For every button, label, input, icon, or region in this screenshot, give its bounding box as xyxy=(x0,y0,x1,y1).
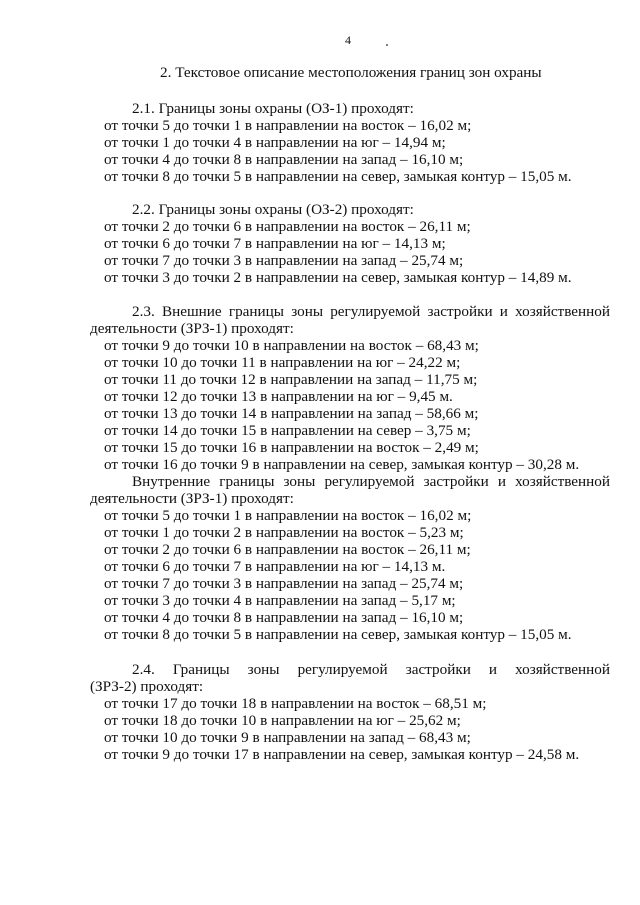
boundary-line: от точки 6 до точки 7 в направлении на юг – 14,13 м; xyxy=(104,235,446,252)
section-2-4 xyxy=(90,661,610,763)
section-2-2 xyxy=(104,201,610,286)
boundary-line: от точки 12 до точки 13 в направлении на юг – 9,45 м. xyxy=(104,388,453,405)
section-2-2-title: 2.2. Границы зоны охраны (ОЗ-2) проходят: xyxy=(132,201,414,218)
boundary-line: от точки 16 до точки 9 в направлении на север, замыкая контур – 30,28 м. xyxy=(104,456,580,473)
boundary-line: от точки 2 до точки 6 в направлении на восток – 26,11 м; xyxy=(104,541,471,558)
section-2-3-title: 2.3. Внешние границы зоны регулируемой застройки и хозяйственной xyxy=(132,303,610,320)
section-2-3-title-cont: деятельности (ЗРЗ-1) проходят: xyxy=(90,320,294,337)
section-2-3 xyxy=(90,303,610,643)
boundary-line: от точки 4 до точки 8 в направлении на запад – 16,10 м; xyxy=(104,609,464,626)
inner-boundaries-title-cont: деятельности (ЗРЗ-1) проходят: xyxy=(90,490,294,507)
boundary-line: от точки 10 до точки 9 в направлении на запад – 68,43 м; xyxy=(104,729,471,746)
boundary-line: от точки 6 до точки 7 в направлении на юг – 14,13 м. xyxy=(104,558,446,575)
boundary-line: от точки 7 до точки 3 в направлении на запад – 25,74 м; xyxy=(104,252,464,269)
scan-speck xyxy=(386,44,388,46)
boundary-line: от точки 17 до точки 18 в направлении на восток – 68,51 м; xyxy=(104,695,487,712)
section-2-4-title: 2.4. Границы зоны регулируемой застройки и хозяйственной xyxy=(132,661,610,678)
boundary-line: от точки 1 до точки 2 в направлении на восток – 5,23 м; xyxy=(104,524,464,541)
boundary-line: от точки 3 до точки 2 в направлении на север, замыкая контур – 14,89 м. xyxy=(104,269,572,286)
boundary-line: от точки 2 до точки 6 в направлении на восток – 26,11 м; xyxy=(104,218,471,235)
boundary-line: от точки 4 до точки 8 в направлении на запад – 16,10 м; xyxy=(104,151,464,168)
boundary-line: от точки 15 до точки 16 в направлении на восток – 2,49 м; xyxy=(104,439,479,456)
boundary-line: от точки 10 до точки 11 в направлении на юг – 24,22 м; xyxy=(104,354,461,371)
section-2-4-title-cont: (ЗРЗ-2) проходят: xyxy=(90,678,204,695)
boundary-line: от точки 11 до точки 12 в направлении на запад – 11,75 м; xyxy=(104,371,478,388)
boundary-line: от точки 3 до точки 4 в направлении на запад – 5,17 м; xyxy=(104,592,456,609)
section-2-1 xyxy=(104,100,610,185)
boundary-line: от точки 9 до точки 10 в направлении на восток – 68,43 м; xyxy=(104,337,479,354)
inner-boundaries-title: Внутренние границы зоны регулируемой застройки и хозяйственной xyxy=(132,473,610,490)
boundary-line: от точки 18 до точки 10 в направлении на юг – 25,62 м; xyxy=(104,712,461,729)
boundary-line: от точки 7 до точки 3 в направлении на запад – 25,74 м; xyxy=(104,575,464,592)
boundary-line: от точки 9 до точки 17 в направлении на север, замыкая контур – 24,58 м. xyxy=(104,746,580,763)
boundary-line: от точки 5 до точки 1 в направлении на восток – 16,02 м; xyxy=(104,117,472,134)
boundary-line: от точки 8 до точки 5 в направлении на север, замыкая контур – 15,05 м. xyxy=(104,168,572,185)
boundary-line: от точки 5 до точки 1 в направлении на восток – 16,02 м; xyxy=(104,507,472,524)
boundary-line: от точки 8 до точки 5 в направлении на север, замыкая контур – 15,05 м. xyxy=(104,626,572,643)
boundary-line: от точки 1 до точки 4 в направлении на юг – 14,94 м; xyxy=(104,134,446,151)
page-number: 4 xyxy=(345,33,351,47)
section-2-1-title: 2.1. Границы зоны охраны (ОЗ-1) проходят: xyxy=(132,100,414,117)
boundary-line: от точки 13 до точки 14 в направлении на запад – 58,66 м; xyxy=(104,405,479,422)
boundary-line: от точки 14 до точки 15 в направлении на север – 3,75 м; xyxy=(104,422,471,439)
section-heading: 2. Текстовое описание местоположения границ зон охраны xyxy=(160,64,542,81)
